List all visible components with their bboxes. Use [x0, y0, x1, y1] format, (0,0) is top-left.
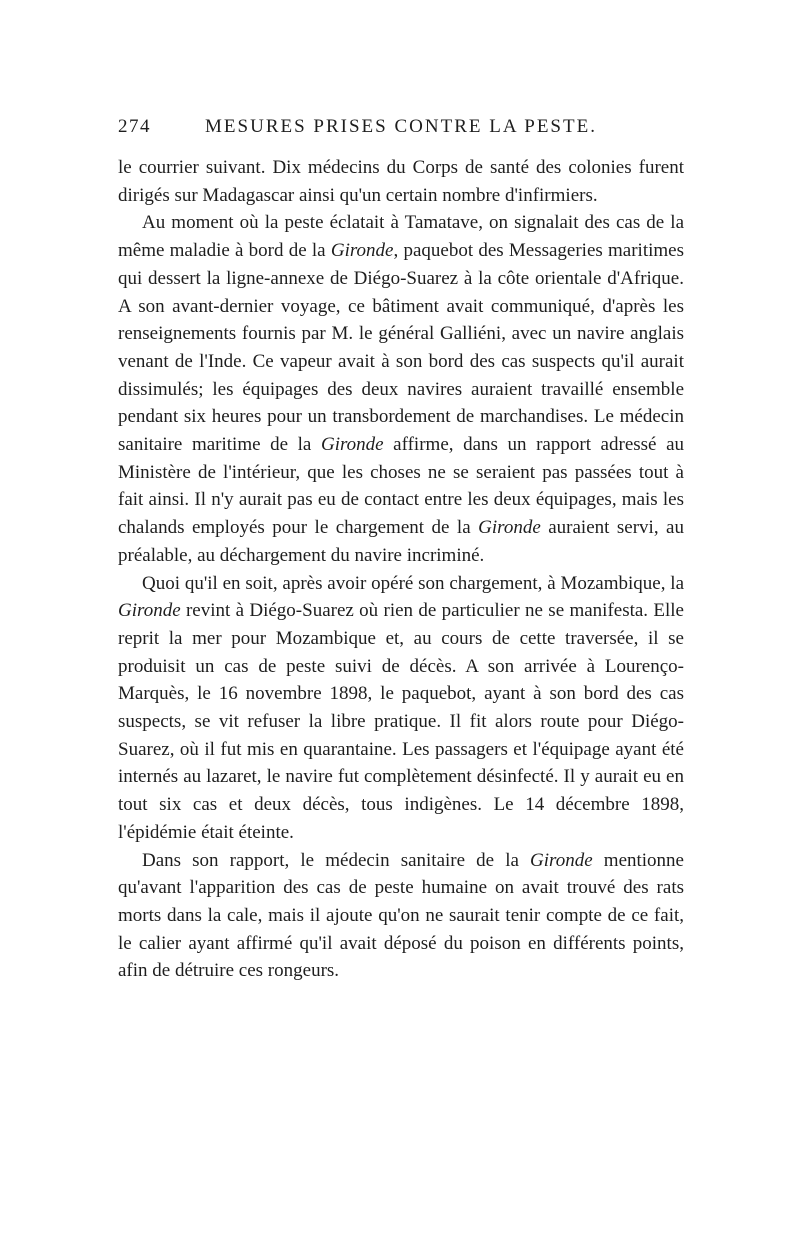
paragraph: [118, 209, 684, 569]
text-run: , paquebot des Messageries maritimes qui dessert la ligne-annexe de Diégo-Suarez à la côte orientale d'Afrique. A son avant-dernier voyage, ce bâtiment avait communiqué, d'après les renseignements fournis par M. le général Galliéni, avec un navire anglais venant de l'Inde. Ce vapeur avait à son bord des cas suspects qu'il aurait dissimulés; les équipages des deux navires auraient travaillé ensemble pendant six heures pour un transbordement de marchandises. Le médecin sanitaire maritime de la: [118, 240, 684, 456]
ship-name: Gironde: [330, 240, 394, 262]
text-run: Dans son rapport, le médecin sanitaire de la: [142, 849, 531, 871]
paragraph: [118, 570, 684, 847]
text-run: auraient servi, au préalable, au déchargement du navire incriminé.: [118, 517, 684, 566]
text-run: le courrier suivant. Dix médecins du Corps de santé des colonies furent dirigés sur Madagascar ainsi qu'un certain nombre d'infirmiers.: [118, 157, 684, 206]
ship-name: Gironde: [118, 600, 181, 622]
running-title: MESURES PRISES CONTRE LA PESTE.: [205, 116, 597, 137]
paragraph: [118, 154, 684, 209]
ship-name: Gironde: [530, 849, 593, 871]
text-run: mentionne qu'avant l'apparition des cas de peste humaine on avait trouvé des rats morts dans la cale, mais il ajoute qu'on ne saurait tenir compte de ce fait, le calier ayant affirmé qu'il avait déposé du poison en différents points, afin de détruire ces rongeurs.: [118, 849, 684, 982]
ship-name: Gironde: [320, 434, 384, 456]
running-head: [118, 116, 684, 142]
text-run: Quoi qu'il en soit, après avoir opéré son chargement, à Mozambique, la: [142, 572, 684, 594]
paragraph: [118, 847, 684, 986]
text-run: revint à Diégo-Suarez où rien de particulier ne se manifesta. Elle reprit la mer pour Mozambique et, au cours de cette traversée, il se produisit un cas de peste suivi de décès. A son arrivée à Lourenço-Marquès, le 16 novembre 1898, le paquebot, ayant à son bord des cas suspects, se vit refuser la libre pratique. Il fit alors route pour Diégo-Suarez, où il fut mis en quarantaine. Les passagers et l'équipage ayant été internés au lazaret, le navire fut complètement désinfecté. Il y aurait eu en tout six cas et deux décès, tous indigènes. Le 14 décembre 1898, l'épidémie était éteinte.: [118, 600, 684, 843]
text-run: affirme, dans un rapport adressé au Ministère de l'intérieur, que les choses ne se seraient pas passées tout à fait ainsi. Il n'y aurait pas eu de contact entre les deux équipages, mais les chalands employés pour le chargement de la: [118, 434, 684, 539]
text-run: Au moment où la peste éclatait à Tamatave, on signalait des cas de la même maladie à bord de la: [118, 212, 684, 262]
ship-name: Gironde: [478, 517, 541, 539]
body-text: [118, 154, 684, 985]
page-number: 274: [118, 116, 151, 137]
book-page: [118, 116, 684, 985]
